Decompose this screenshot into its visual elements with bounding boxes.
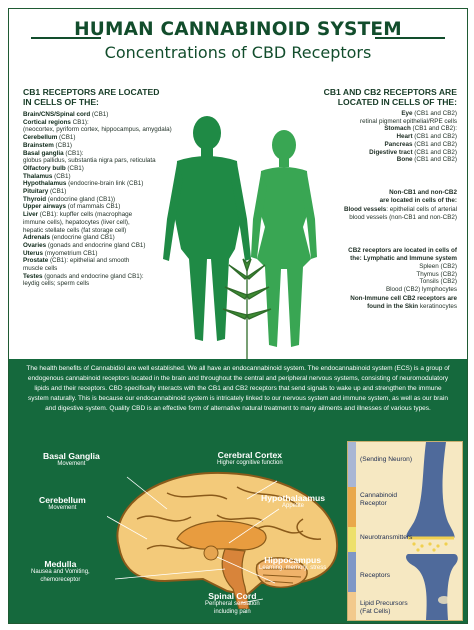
non-cb-list-item-detail: : epithelial cells of arterial [386,206,457,213]
color-key-transmitters [348,527,356,552]
non-cb-heading-line1: Non-CB1 and non-CB2 [389,189,457,196]
cb1-heading-line2: IN CELLS OF THE: [23,97,99,107]
cb1-list-item-name: Adrenals [23,234,50,242]
cerebral-cortex-sub: Higher cognitive function [217,460,283,466]
cb1-list-item-detail: leydig cells; sperm cells [23,280,90,288]
cb1-cb2-heading-line2: LOCATED IN CELLS OF THE: [337,97,457,107]
sending-neuron-shape [406,442,454,538]
cb2-heading-line2: the: Lymphatic and Immune system [350,254,457,262]
cb2-list-item: Blood (CB2) lymphocytes [385,286,457,294]
cb12-list-item-detail: (CB1 and CB2) [412,110,457,117]
ecs-intro-paragraph: The health benefits of Cannabidiol are well established. We all have an endocannabinoid system. The endocannabinoid system (ECS) is a group of endogenous cannabinoid receptors located in the brain and throughout the central and peripheral nervous systems, consisting of neuromodulatory lipids and their receptors. CBD specifically interacts with the CB1 and CB2 receptors that send signals to wake up and strengthen the immune system naturally. This is because our endocannabinoid system is intricately linked to our nervous system and immune system, as well as our brain and digestive system. Quality CBD is an effective form of alternative natural treatment to many ailments and illnesses of various types. [26,365,450,412]
brain-illustration [107,469,343,609]
cb1-list-item-name: Pituitary [23,188,49,196]
page-title: HUMAN CANNABINOID SYSTEM [74,19,402,40]
basal-ganglia-title: Basal Ganglia [43,451,100,461]
cb12-list-item-name: Bone [396,156,413,164]
synapse-lipid-precursors [360,600,408,616]
color-key-sending [348,442,356,487]
cb2-heading-line1: CB2 receptors are located in cells of [348,247,457,254]
lipid-blob [438,596,450,604]
label-hypothalamus [261,493,325,511]
skin-line2-detail: keratinocytes [418,302,457,310]
cb12-list-item-detail: (CB1 and CB2) [412,148,457,156]
cb1-list-item-detail: globus pallidus, substantia nigra pars, reticulata [23,157,156,165]
color-key-receptors [348,552,356,592]
cb1-list-item-detail: (CB1) [90,111,109,118]
synapse-cannabinoid-line1: Cannabinoid [360,492,398,499]
hippocampus-sub: Learning, memory, stress [259,565,327,571]
male-body-silhouette [163,116,251,341]
label-basal-ganglia [43,451,100,469]
cb2-list-item: Thymus (CB2) [416,270,457,278]
label-medulla [31,559,90,584]
synapse-illustration [348,442,462,620]
cb2-list-item: Spleen (CB2) [419,263,457,270]
hypothalamus-title: Hypothalaamus [261,493,325,503]
hippocampus-title: Hippocampus [264,555,322,565]
hypothalamus-sub: Appetite [281,503,305,509]
skin-note [297,295,457,310]
cb2-heading [307,247,457,262]
cb1-cb2-heading-line1: CB1 AND CB2 RECEPTORS ARE [323,87,457,97]
cb1-list-item-detail: (CB1): epithelial and smooth [48,257,130,265]
label-cerebral-cortex [217,450,283,468]
cerebellum-title: Cerebellum [39,495,86,505]
cb1-list-item-name: Cerebellum [23,134,58,142]
cb12-list-item [307,149,457,157]
cb1-list-item-detail: CB1): [70,118,89,126]
medulla-sub1: Nausea and Vomiting, [31,569,90,575]
label-hippocampus [259,555,326,573]
cb1-list-item-detail: hepatic stellate cells (fat storage cell) [23,226,127,234]
basal-ganglia-sub: Movement [57,461,86,467]
cb1-list-item-detail: muscle cells [23,265,58,273]
spinal-cord-title: Spinal Cord [208,591,257,601]
cb1-list-item-name: Hypothalamus [23,180,67,188]
cerebral-cortex-title: Cerebral Cortex [217,450,283,460]
cb12-list-item [307,118,457,126]
non-cb-list-item-detail: blood vessels (non-CB1 and non-CB2) [349,213,457,221]
cb1-list-item-name: Testes [23,272,43,280]
cb1-list-item-detail: (endocrine-brain link (CB1) [66,180,144,188]
cannabis-plant-illustration [223,259,271,359]
cb12-list-item [307,156,457,164]
cb1-list-item-name: Uterus [23,249,43,257]
non-cb-heading [307,189,457,204]
non-cb-list-item-name: Blood vessels [343,206,387,213]
synapse-cannabinoid-line2: Receptor [360,500,387,507]
cb1-list-item-name: Thyroid [23,195,47,203]
cb1-list-item-name: Ovaries [23,241,47,249]
skin-line1: Non-Immune cell CB2 receptors are [350,295,457,302]
cb12-list-item-detail: (CB1 and CB2) [412,133,457,141]
cb12-list-item-detail: retinal pigment epithelial/RPE cells [360,117,457,125]
cb1-cb2-receptor-list [307,110,457,164]
synapse-lipid-line1: Lipid Precursors [360,600,408,607]
cb1-list-item-detail: immune cells), hepatocytes (liver cell), [23,218,130,226]
non-cb-list [307,206,457,221]
non-cb-heading-line2: are located in cells of the: [379,196,457,204]
neurotransmitter-dots [412,542,447,551]
cb1-list-item-detail: (endocrine gland CB1) [49,234,115,242]
skin-line2-bold: found in the Skin [367,302,419,310]
spinal-cord-sub2: including pain [214,608,251,615]
cb12-list-item-detail: (CB1 and CB2) [412,140,457,148]
non-cb-list-item [307,206,457,214]
cb12-list-item [307,141,457,149]
cb1-list-item-detail: (gonads and endocrine gland CB1) [46,241,146,249]
cb1-list-item-name: Thalamus [23,172,53,180]
synapse-sending-neuron: (Sending Neuron) [360,456,413,463]
hippocampus-shape [204,546,218,560]
cb12-list-item [307,133,457,141]
cb1-list-item-name: Brain/CNS/Spinal cord [23,111,91,118]
cb1-list-item-detail: (CB1) [57,134,76,142]
cb1-list-item-name: Olfactory bulb [23,164,66,172]
spinal-cord-sub1: Peripheral sensation [205,601,260,607]
synapse-lipid-line2: (Fat Cells) [360,608,391,615]
cb12-list-item-detail: (CB1 and CB2): [410,125,457,133]
cb1-list-item-detail: (gonads and endocrine gland CB1): [42,272,144,280]
cb12-list-item-name: Stomach [384,125,411,133]
cb12-list-item-name: Digestive tract [369,148,413,156]
cb1-list-item-name: Liver [23,211,39,219]
cb1-list-item-detail: (CB1): [63,149,84,157]
cb1-list-item-detail: (endocrine gland (CB1)) [46,195,116,203]
infographic-poster [8,8,468,624]
cb12-list-item [307,110,457,118]
cb1-heading-line1: CB1 RECEPTORS ARE LOCATED [23,87,160,97]
cb1-list-item-name: Cortical regions [23,118,71,126]
cb1-list-item-name: Upper airways [23,203,67,211]
medulla-title: Medulla [44,559,77,569]
non-cb-list-item [307,214,457,222]
cb12-list-item-name: Eye [401,110,413,117]
cb1-list-item-detail: (CB1) [48,188,67,196]
label-spinal-cord [205,591,260,616]
synapse-receptors: Receptors [360,572,391,579]
cb1-list-item-detail: (CB1): kupffer cells (macrophage [38,211,133,219]
cb1-list-item-detail: (CB1) [53,141,72,149]
cb2-list-item: Tonsils (CB2) [419,278,457,286]
cb1-cb2-heading [324,87,457,107]
cb1-list-item-detail: (myometrium CB1) [42,249,98,257]
receiving-neuron-shape [406,554,458,620]
synapse-neurotransmitters: Neurotransmitters [360,534,413,541]
cb2-list [307,263,457,294]
color-key-receptor [348,487,356,527]
color-key-lipid [348,592,356,620]
page-subtitle: Concentrations of CBD Receptors [104,43,372,62]
cb1-list-item-detail: (CB1) [65,164,84,172]
synapse-panel [347,441,463,621]
label-cerebellum [39,495,86,513]
cb1-list-item-name: Prostate [23,257,49,265]
cerebellum-sub: Movement [48,505,77,511]
cb1-list-item-name: Brainstem [23,141,54,149]
medulla-sub2: chemoreceptor [40,576,81,583]
cb1-heading [23,87,159,107]
cb1-list-item-detail: (neocortex, pyriform cortex, hippocampus, amygdala) [23,126,172,134]
cb1-list-item-detail: (CB1) [52,172,71,180]
cb1-list-item-detail: (of mammals CB1) [66,203,121,211]
synapse-cannabinoid-receptor [360,492,397,508]
cb12-list-item-name: Heart [396,133,413,141]
cb1-list-item-name: Basal ganglia [23,149,64,157]
cb12-list-item-name: Pancreas [384,140,413,148]
cb12-list-item [307,125,457,133]
cb12-list-item-detail: (CB1 and CB2) [412,156,457,164]
